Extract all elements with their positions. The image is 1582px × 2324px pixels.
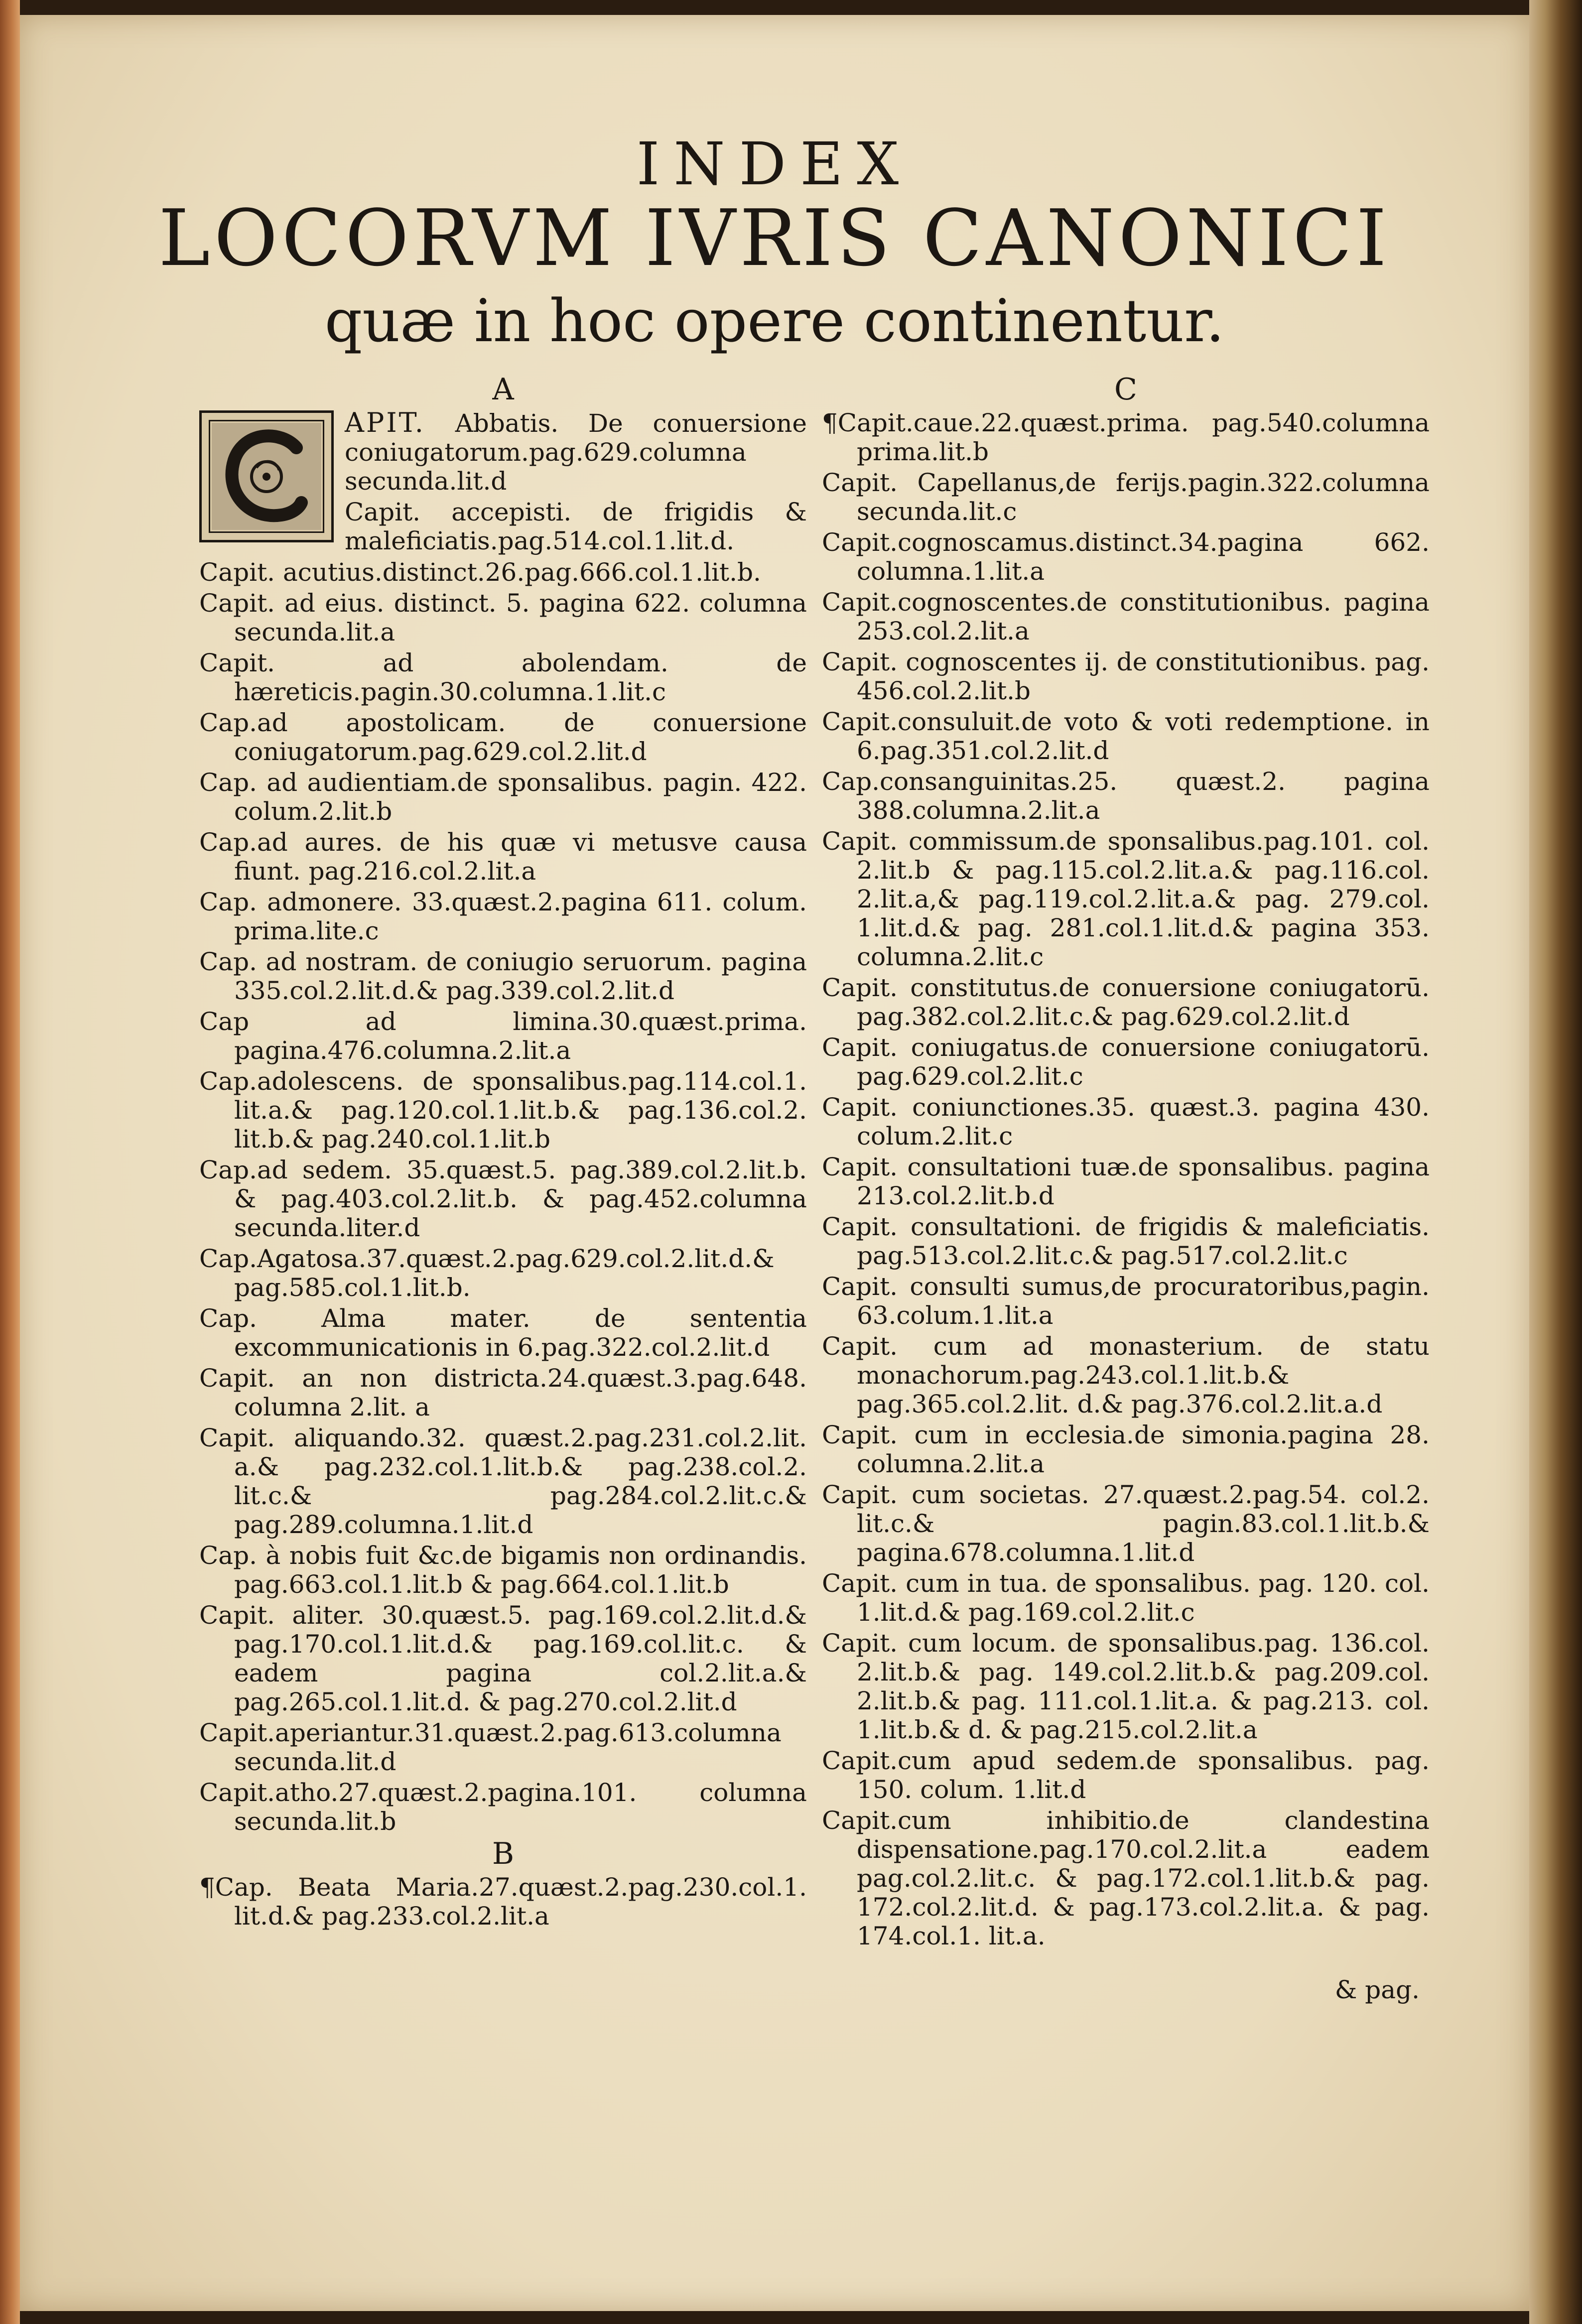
index-entry: Capit.aperiantur.31.quæst.2.pag.613.columna secunda.lit.d (199, 1718, 782, 1776)
book-page (20, 15, 1529, 2311)
index-entry: Cap.ad aures. de his quæ vi metusve causa fiunt. pag.216.col.2.lit.a (199, 828, 807, 886)
index-entry: Cap ad limina.30.quæst.prima. pagina.476.columna.2.lit.a (199, 1007, 807, 1065)
index-entry: Capit.consuluit.de voto & voti redemptione. in 6.pag.351.col.2.lit.d (822, 707, 1430, 765)
index-entry: Capit. acutius.distinct.26.pag.666.col.1.lit.b. (199, 558, 761, 587)
index-entry: Capit. consultationi tuæ.de sponsalibus. pagina 213.col.2.lit.b.d (822, 1153, 1430, 1210)
index-entry: Capit. ad eius. distinct. 5. pagina 622. columna secunda.lit.a (199, 589, 807, 646)
index-entry: Cap. ad nostram. de coniugio seruorum. pagina 335.col.2.lit.d.& pag.339.col.2.lit.d (199, 947, 807, 1005)
index-entry: Capit. an non districta.24.quæst.3.pag.648. columna 2.lit. a (199, 1364, 807, 1421)
index-entry: Cap.Agatosa.37.quæst.2.pag.629.col.2.lit.d.& pag.585.col.1.lit.b. (199, 1244, 775, 1302)
index-entry: Capit. constitutus.de conuersione coniugatorū. pag.382.col.2.lit.c.& pag.629.col.2.lit.d (822, 973, 1430, 1031)
index-entry: Capit. accepisti. de frigidis & maleficiatis.pag.514.col.1.lit.d. (345, 498, 807, 555)
index-entry: ¶Cap. Beata Maria.27.quæst.2.pag.230.col.1. lit.d.& pag.233.col.2.lit.a (199, 1873, 807, 1931)
section-letter-a: A (492, 372, 514, 407)
index-entry: Capit.cum inhibitio.de clandestina dispensatione.pag.170.col.2.lit.a eadem pag.col.2.lit.c. & pag.172.col.1.lit.b.& pag. 172.col.2.lit.d. & pag.173.col.2.lit.a. & pag. 174.col.1. lit.a. (822, 1806, 1430, 1950)
index-entry: Cap.consanguinitas.25. quæst.2. pagina 388.columna.2.lit.a (822, 767, 1430, 825)
index-entry: Cap.adolescens. de sponsalibus.pag.114.col.1. lit.a.& pag.120.col.1.lit.b.& pag.136.col.2. lit.b.& pag.240.col.1.lit.b (199, 1067, 807, 1154)
index-entry: Capit.atho.27.quæst.2.pagina.101. columna secunda.lit.b (199, 1778, 807, 1836)
index-entry: Capit. cum in tua. de sponsalibus. pag. 120. col. 1.lit.d.& pag.169.col.2.lit.c (822, 1569, 1430, 1627)
index-entry: Capit. commissum.de sponsalibus.pag.101. col. 2.lit.b & pag.115.col.2.lit.a.& pag.116.col. 2.lit.a,& pag.119.col.2.lit.a.& pag. 279.col. 1.lit.d.& pag. 281.col.1.lit.d.& pagina 353. columna.2.lit.c (822, 827, 1430, 971)
book-edge-right (1529, 0, 1582, 2324)
index-entry: Capit.cum apud sedem.de sponsalibus. pag. 150. colum. 1.lit.d (822, 1746, 1430, 1804)
section-letter-c: C (1114, 372, 1137, 407)
index-entry: Cap. admonere. 33.quæst.2.pagina 611. colum. prima.lite.c (199, 888, 807, 945)
right-column (822, 374, 1430, 2029)
index-entry: Capit. cum ad monasterium. de statu monachorum.pag.243.col.1.lit.b.& pag.365.col.2.lit. d.& pag.376.col.2.lit.a.d (822, 1332, 1430, 1419)
index-subtitle: quæ in hoc opere continentur. (324, 286, 1225, 355)
index-entry: Capit.cognoscentes.de constitutionibus. pagina 253.col.2.lit.a (822, 588, 1430, 646)
index-entry: Capit. cum locum. de sponsalibus.pag. 136.col. 2.lit.b.& pag. 149.col.2.lit.b.& pag.209.col. 2.lit.b.& pag. 111.col.1.lit.a. & pag.213. col. 1.lit.b.& d. & pag.215.col.2.lit.a (822, 1629, 1430, 1744)
index-entry: Cap.ad sedem. 35.quæst.5. pag.389.col.2.lit.b. & pag.403.col.2.lit.b. & pag.452.columna secunda.liter.d (199, 1156, 807, 1242)
left-column (199, 374, 807, 1933)
index-entry: Cap.ad apostolicam. de conuersione coniugatorum.pag.629.col.2.lit.d (199, 708, 807, 766)
initial-ornament-icon (202, 413, 331, 540)
index-entry: Capit. cum societas. 27.quæst.2.pag.54. col.2. lit.c.& pagin.83.col.1.lit.b.& pagina.678.columna.1.lit.d (822, 1480, 1430, 1567)
section-letter-b: B (492, 1836, 515, 1871)
index-entry: ¶Capit.caue.22.quæst.prima. pag.540.columna prima.lit.b (822, 408, 1430, 466)
index-entry: Capit. cum in ecclesia.de simonia.pagina 28. columna.2.lit.a (822, 1420, 1430, 1478)
index-entry: Capit. aliter. 30.quæst.5. pag.169.col.2.lit.d.& pag.170.col.1.lit.d.& pag.169.col.lit.c. & eadem pagina col.2.lit.a.& pag.265.col.1.lit.d. & pag.270.col.2.lit.d (199, 1601, 807, 1716)
index-entry: Cap. ad audientiam.de sponsalibus. pagin. 422. colum.2.lit.b (199, 768, 807, 826)
index-entry: Capit.cognoscamus.distinct.34.pagina 662. columna.1.lit.a (822, 528, 1430, 586)
index-entry: Capit. consulti sumus,de procuratoribus,pagin. 63.colum.1.lit.a (822, 1272, 1430, 1330)
index-entry: Capit. aliquando.32. quæst.2.pag.231.col.2.lit. a.& pag.232.col.1.lit.b.& pag.238.col.2. lit.c.& pag.284.col.2.lit.c.& pag.289.columna.1.lit.d (199, 1423, 807, 1539)
entry-initial-caps: APIT. (345, 407, 425, 438)
index-entry: Cap. Alma mater. de sententia excommunicationis in 6.pag.322.col.2.lit.d (199, 1304, 807, 1362)
index-title: LOCORVM IVRIS CANONICI (158, 193, 1391, 283)
index-entry: Cap. à nobis fuit &c.de bigamis non ordinandis. pag.663.col.1.lit.b & pag.664.col.1.lit.b (199, 1541, 807, 1599)
index-heading: INDEX (636, 129, 913, 198)
index-entry: Capit. consultationi. de frigidis & maleficiatis. pag.513.col.2.lit.c.& pag.517.col.2.lit.c (822, 1212, 1430, 1270)
page-edge-left (0, 0, 20, 2324)
decorated-initial-c (199, 410, 334, 542)
first-entry-block (199, 408, 807, 558)
index-entry: Capit. coniugatus.de conuersione coniugatorū. pag.629.col.2.lit.c (822, 1033, 1430, 1091)
index-entry: Capit. Capellanus,de ferijs.pagin.322.columna secunda.lit.c (822, 468, 1430, 526)
entry-text: Abbatis. De conuersione coniugatorum.pag.629.columna secunda.lit.d (345, 409, 807, 496)
index-entry: Capit. cognoscentes ij. de constitutionibus. pag. 456.col.2.lit.b (822, 647, 1430, 705)
index-entry: Capit. coniunctiones.35. quæst.3. pagina 430. colum.2.lit.c (822, 1093, 1430, 1151)
catchword: & pag. (1334, 1975, 1420, 2004)
index-entry: Capit. ad abolendam. de hæreticis.pagin.30.columna.1.lit.c (199, 648, 807, 706)
